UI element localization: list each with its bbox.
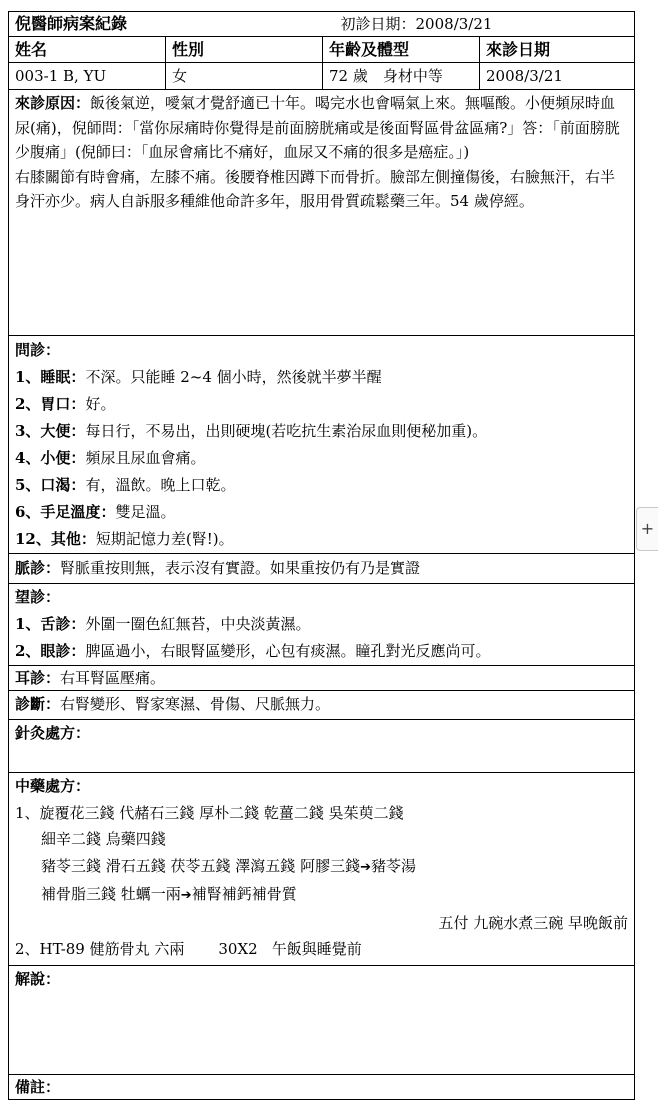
inquiry-item: 6、手足溫度：雙足溫。 — [15, 503, 176, 521]
diagnosis-section — [9, 691, 635, 720]
pulse-label: 脈診： — [15, 559, 61, 577]
diagnosis-text: 右腎變形、腎家寒濕、骨傷、尺脈無力。 — [60, 695, 331, 713]
case-record-document — [8, 11, 634, 1100]
header-age-build: 年齡及體型 — [323, 37, 480, 63]
header-name: 姓名 — [9, 37, 166, 63]
header-gender: 性別 — [166, 37, 323, 63]
inspection-section — [9, 584, 635, 666]
acupuncture-section — [9, 720, 635, 773]
inspection-label: 望診： — [15, 588, 61, 606]
herbal-line-4: 補骨脂三錢 牡蠣一兩➔補腎補鈣補骨質 — [41, 885, 297, 903]
first-visit-date: 初診日期：2008/3/21 — [323, 12, 635, 37]
herbal-line-2: 細辛二錢 烏藥四錢 — [41, 830, 166, 848]
explanation-section — [9, 966, 635, 1075]
inquiry-item: 12、其他：短期記憶力差(腎!)。 — [15, 530, 234, 548]
inquiry-item: 1、睡眠：不深。只能睡 2~4 個小時，然後就半夢半醒 — [15, 368, 382, 386]
remarks-label: 備註： — [15, 1078, 61, 1096]
expand-plus-button[interactable] — [636, 507, 658, 551]
herbal-line-3: 豬苓三錢 滑石五錢 茯苓五錢 澤瀉五錢 阿膠三錢➔豬苓湯 — [41, 856, 416, 875]
diagnosis-label: 診斷： — [15, 695, 61, 713]
herbal-section — [9, 773, 635, 966]
inquiry-item: 5、口渴：有，溫飲。晚上口乾。 — [15, 476, 236, 494]
herbal-dosage: 五付 九碗水煮三碗 早晚飯前 — [438, 913, 629, 932]
ear-label: 耳診： — [15, 669, 61, 687]
patient-age-build: 72 歲 身材中等 — [323, 63, 480, 90]
ear-text: 右耳腎區壓痛。 — [60, 669, 166, 687]
inquiry-label: 問診： — [15, 341, 61, 359]
herbal-label: 中藥處方： — [15, 777, 91, 795]
record-title: 倪醫師病案紀錄 — [9, 12, 323, 37]
explanation-label: 解說： — [15, 970, 61, 988]
inquiry-item: 3、大便：每日行，不易出，出則硬塊(若吃抗生素治尿血則便秘加重)。 — [15, 422, 488, 440]
ear-section — [9, 666, 635, 691]
acupuncture-label: 針灸處方： — [15, 724, 91, 742]
pulse-section — [9, 554, 635, 584]
patient-visit-date: 2008/3/21 — [480, 63, 635, 90]
plus-icon: + — [640, 519, 655, 538]
header-visit-date: 來診日期 — [480, 37, 635, 63]
pulse-text: 腎脈重按則無，表示沒有實證。如果重按仍有乃是實證 — [60, 559, 421, 577]
arrow-right-icon: ➔ — [180, 888, 192, 903]
case-record-table — [8, 11, 635, 1100]
inquiry-section — [9, 336, 635, 554]
inquiry-item: 4、小便：頻尿且尿血會痛。 — [15, 449, 206, 467]
reason-text-1: 飯後氣逆，噯氣才覺舒適已十年。喝完水也會嗝氣上來。無嘔酸。小便頻尿時血尿(痛)，倪師問：「當你尿痛時你覺得是前面膀胱痛或是後面腎區骨盆區痛?」答：「前面膀胱少腹痛」(倪師曰：「血尿會痛比不痛好，血尿又不痛的很多是癌症。」) — [15, 94, 620, 161]
inspection-item: 2、眼診：脾區過小，右眼腎區變形，心包有痰濕。瞳孔對光反應尚可。 — [15, 642, 491, 660]
arrow-right-icon: ➔ — [360, 859, 371, 875]
reason-label: 來診原因： — [15, 94, 91, 112]
patient-gender: 女 — [166, 63, 323, 90]
patient-name: 003-1 B, YU — [9, 63, 166, 90]
inquiry-item: 2、胃口：好。 — [15, 395, 116, 413]
remarks-section — [9, 1075, 635, 1100]
reason-section — [9, 90, 635, 336]
herbal-line-1: 1、旋覆花三錢 代赭石三錢 厚朴二錢 乾薑二錢 吳茱萸二錢 — [15, 803, 404, 822]
inspection-item: 1、舌診：外圍一圈色紅無苔，中央淡黃濕。 — [15, 615, 311, 633]
herbal-line-5: 2、HT-89 健筋骨丸 六兩 30X2 午飯與睡覺前 — [15, 940, 362, 958]
reason-text-2: 右膝關節有時會痛，左膝不痛。後腰脊椎因蹲下而骨折。臉部左側撞傷後，右臉無汗，右半身汗亦少。病人自訴服多種維他命許多年，服用骨質疏鬆藥三年。54 歲停經。 — [15, 167, 616, 210]
